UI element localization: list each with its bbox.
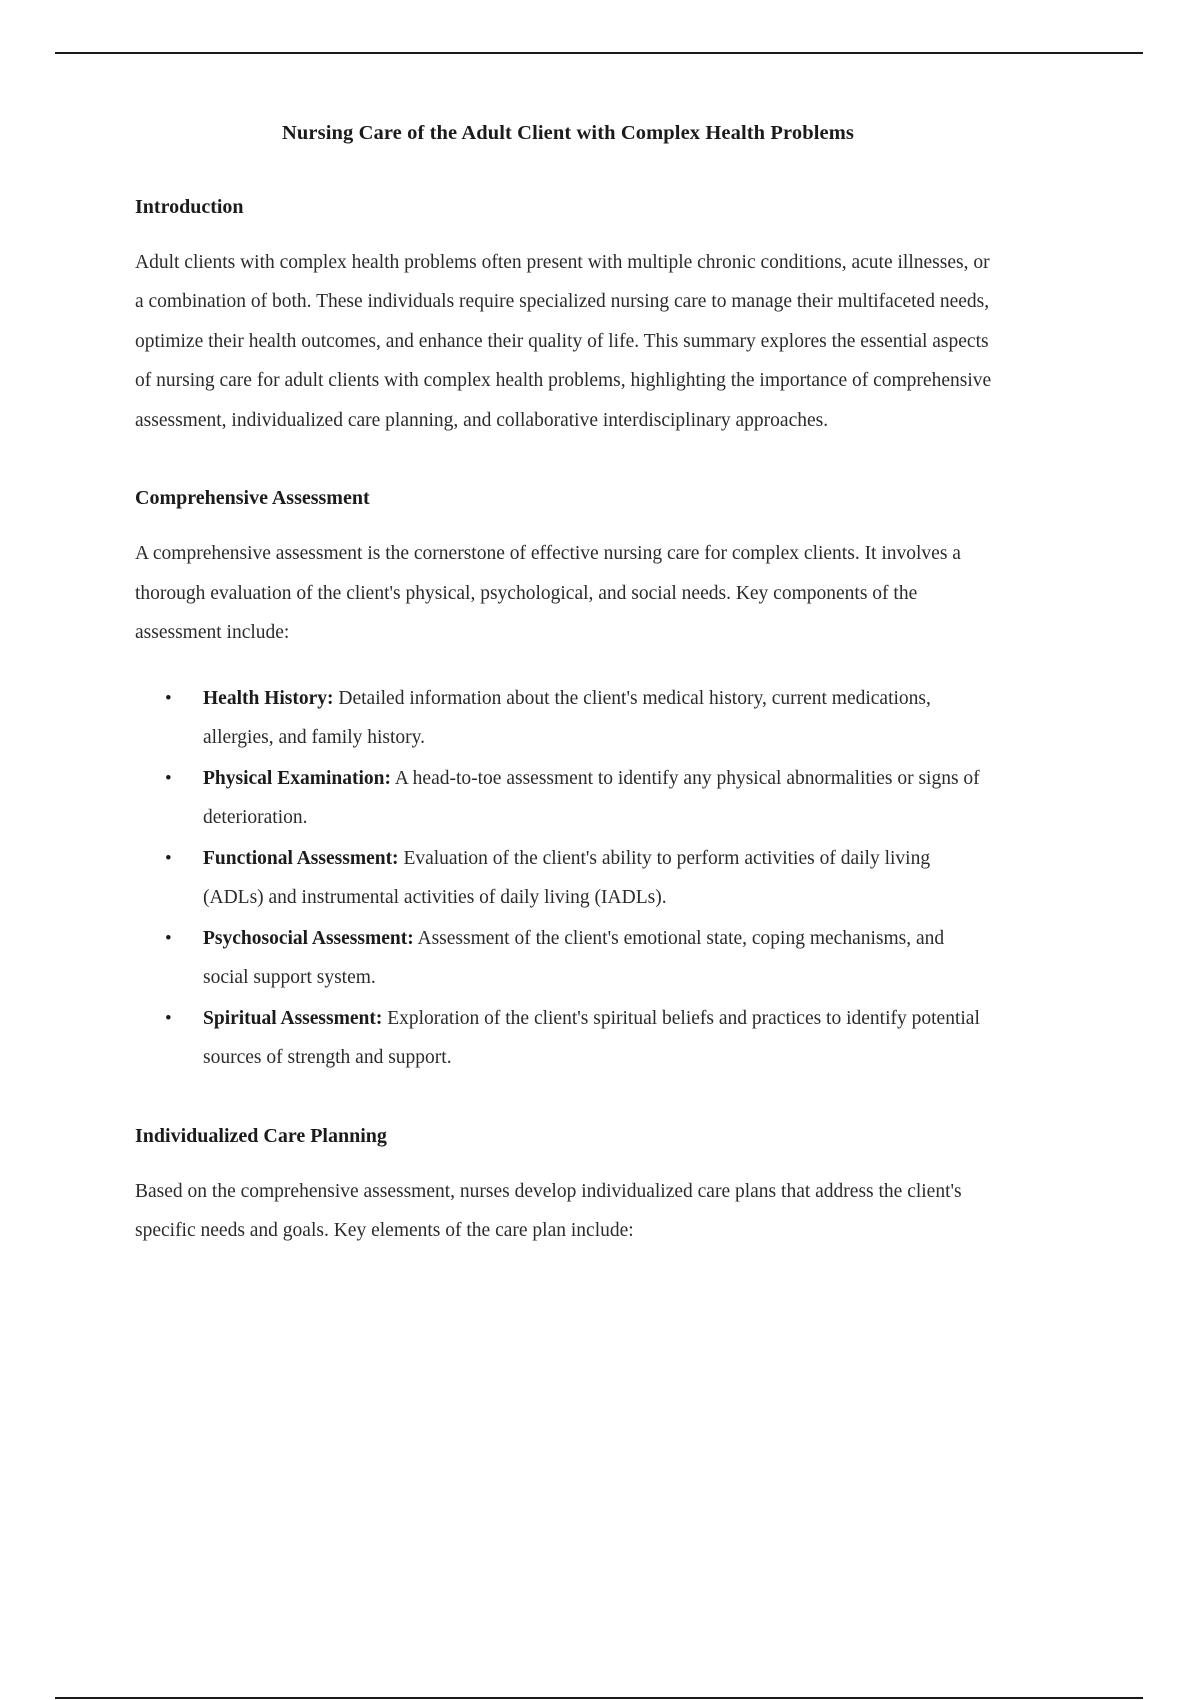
bullet-icon: • [165,767,172,789]
section-heading-individualized-care-planning: Individualized Care Planning [135,1124,387,1147]
list-item-text: Assessment of the client's emotional state, coping mechanisms, and social support system. [203,927,945,989]
page-header-rule [55,52,1143,54]
list-item [135,919,993,998]
bullet-icon: • [165,1007,172,1029]
page-footer-rule [55,1697,1143,1699]
list-item-text: A head-to-toe assessment to identify any physical abnormalities or signs of deterioration. [203,767,980,829]
list-item-text: Detailed information about the client's medical history, current medications, allergies, and family history. [203,687,931,749]
document-body [135,118,1001,1251]
bullet-icon: • [165,927,172,949]
list-item-lead-in: Functional Assessment: [203,847,399,869]
page-title: Nursing Care of the Adult Client with Complex Health Problems [282,122,854,144]
list-item-lead-in: Psychosocial Assessment: [203,927,414,949]
list-item-lead-in: Spiritual Assessment: [203,1007,383,1029]
bullet-icon: • [165,847,172,869]
paragraph-introduction: Adult clients with complex health problems often present with multiple chronic conditions, acute illnesses, or a combination of both. These individuals require specialized nursing care to manage their multifaceted needs, optimize their health outcomes, and enhance their quality of life. This summary explores the essential aspects of nursing care for adult clients with complex health problems, highlighting the importance of comprehensive assessment, individualized care planning, and collaborative interdisciplinary approaches. [135,251,992,431]
list-item-lead-in: Physical Examination: [203,767,391,789]
list-item-text: Exploration of the client's spiritual beliefs and practices to identify potential sources of strength and support. [203,1007,980,1069]
section-heading-introduction: Introduction [135,195,244,218]
paragraph-comprehensive-assessment: A comprehensive assessment is the cornerstone of effective nursing care for complex clients. It involves a thorough evaluation of the client's physical, psychological, and social needs. Key components of the assessment include: [135,543,961,644]
list-item-lead-in: Health History: [203,687,334,709]
assessment-components-list [135,679,1001,1078]
list-item [135,999,993,1078]
paragraph-individualized-care-planning: Based on the comprehensive assessment, nurses develop individualized care plans that address the client's specific needs and goals. Key elements of the care plan include: [135,1180,962,1242]
section-heading-comprehensive-assessment: Comprehensive Assessment [135,487,370,510]
list-item [135,759,993,838]
bullet-icon: • [165,687,172,709]
list-item [135,679,993,758]
list-item [135,839,993,918]
list-item-text: Evaluation of the client's ability to perform activities of daily living (ADLs) and instrumental activities of daily living (IADLs). [203,847,931,909]
